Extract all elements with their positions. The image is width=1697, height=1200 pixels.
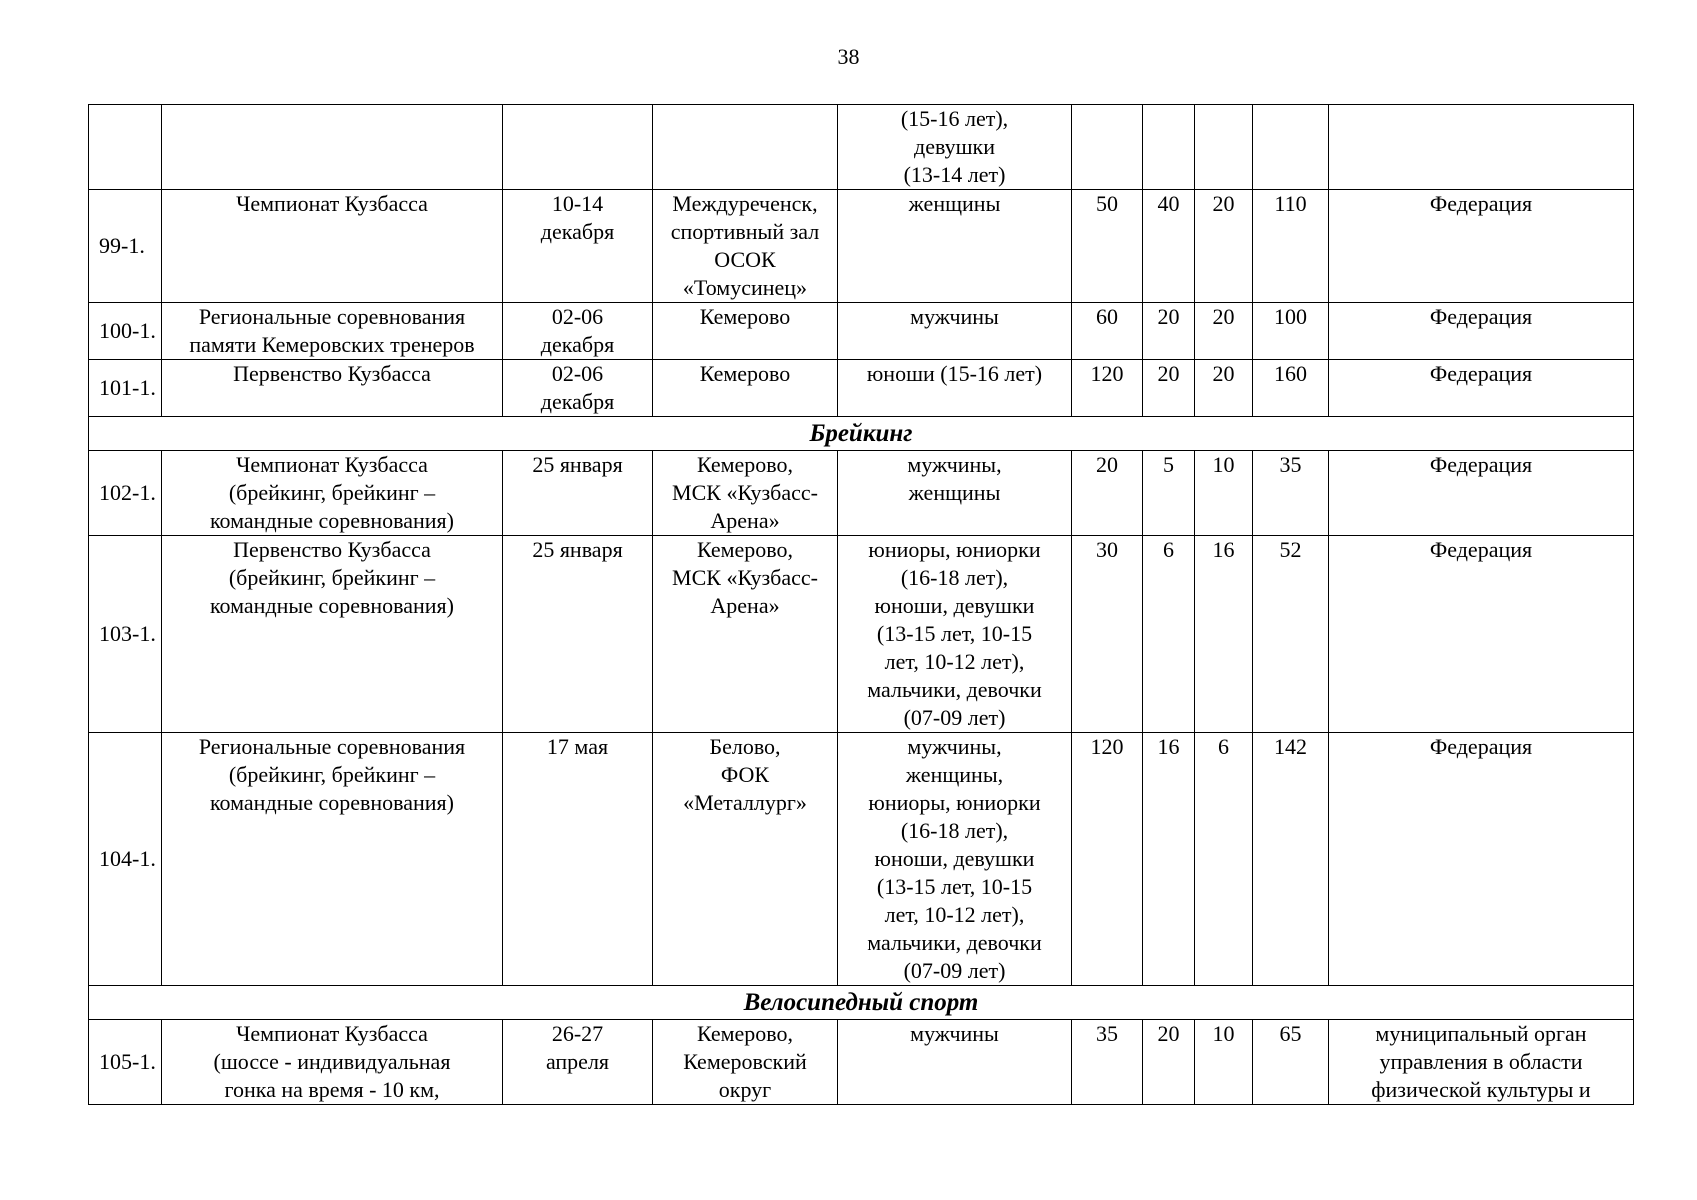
cell-dates: 17 мая bbox=[503, 733, 653, 986]
cell-c2: 20 bbox=[1143, 1020, 1195, 1105]
cell-c2: 20 bbox=[1143, 303, 1195, 360]
cell-num: 100-1. bbox=[89, 303, 162, 360]
cell-place: Кемерово, МСК «Кузбасс- Арена» bbox=[653, 536, 838, 733]
cell-name: Чемпионат Кузбасса bbox=[162, 190, 503, 303]
cell-place: Кемерово, Кемеровский округ bbox=[653, 1020, 838, 1105]
cell-participants: юноши (15-16 лет) bbox=[838, 360, 1072, 417]
cell-c4: 100 bbox=[1253, 303, 1329, 360]
cell-place: Междуреченск, спортивный зал ОСОК «Томусинец» bbox=[653, 190, 838, 303]
table-row bbox=[89, 733, 1634, 986]
cell-place bbox=[653, 105, 838, 190]
cell-c4 bbox=[1253, 105, 1329, 190]
cell-participants: мужчины bbox=[838, 303, 1072, 360]
cell-place: Белово, ФОК «Металлург» bbox=[653, 733, 838, 986]
cell-org: Федерация bbox=[1329, 451, 1634, 536]
cell-name: Первенство Кузбасса bbox=[162, 360, 503, 417]
cell-c3: 10 bbox=[1195, 1020, 1253, 1105]
cell-org: Федерация bbox=[1329, 733, 1634, 986]
table-row bbox=[89, 360, 1634, 417]
cell-participants: мужчины bbox=[838, 1020, 1072, 1105]
cell-c4: 65 bbox=[1253, 1020, 1329, 1105]
section-title: Велосипедный спорт bbox=[89, 986, 1634, 1020]
cell-c3: 10 bbox=[1195, 451, 1253, 536]
cell-c4: 110 bbox=[1253, 190, 1329, 303]
events-table bbox=[88, 104, 1634, 1105]
cell-num: 101-1. bbox=[89, 360, 162, 417]
section-header-row bbox=[89, 986, 1634, 1020]
cell-participants: мужчины, женщины, юниоры, юниорки (16-18 лет), юноши, девушки (13-15 лет, 10-15 лет, 10-12 лет), мальчики, девочки (07-09 лет) bbox=[838, 733, 1072, 986]
table-row bbox=[89, 1020, 1634, 1105]
cell-c2 bbox=[1143, 105, 1195, 190]
cell-org: Федерация bbox=[1329, 303, 1634, 360]
page-number: 38 bbox=[837, 44, 860, 69]
cell-c4: 142 bbox=[1253, 733, 1329, 986]
cell-c1: 20 bbox=[1072, 451, 1143, 536]
cell-c3: 6 bbox=[1195, 733, 1253, 986]
cell-num: 99-1. bbox=[89, 190, 162, 303]
cell-place: Кемерово bbox=[653, 360, 838, 417]
cell-name: Чемпионат Кузбасса (шоссе - индивидуальная гонка на время - 10 км, bbox=[162, 1020, 503, 1105]
cell-dates: 02-06 декабря bbox=[503, 303, 653, 360]
cell-c1: 30 bbox=[1072, 536, 1143, 733]
cell-c2: 5 bbox=[1143, 451, 1195, 536]
cell-c3: 16 bbox=[1195, 536, 1253, 733]
cell-dates bbox=[503, 105, 653, 190]
section-title: Брейкинг bbox=[89, 417, 1634, 451]
cell-name bbox=[162, 105, 503, 190]
cell-c1: 35 bbox=[1072, 1020, 1143, 1105]
table-row bbox=[89, 105, 1634, 190]
section-header-row bbox=[89, 417, 1634, 451]
cell-name: Первенство Кузбасса (брейкинг, брейкинг – командные соревнования) bbox=[162, 536, 503, 733]
cell-participants: мужчины, женщины bbox=[838, 451, 1072, 536]
cell-dates: 25 января bbox=[503, 451, 653, 536]
cell-dates: 26-27 апреля bbox=[503, 1020, 653, 1105]
cell-num bbox=[89, 105, 162, 190]
cell-c3 bbox=[1195, 105, 1253, 190]
cell-name: Чемпионат Кузбасса (брейкинг, брейкинг – командные соревнования) bbox=[162, 451, 503, 536]
cell-c1: 120 bbox=[1072, 360, 1143, 417]
cell-org bbox=[1329, 105, 1634, 190]
cell-c2: 20 bbox=[1143, 360, 1195, 417]
cell-name: Региональные соревнования (брейкинг, брейкинг – командные соревнования) bbox=[162, 733, 503, 986]
table-row bbox=[89, 303, 1634, 360]
cell-c3: 20 bbox=[1195, 303, 1253, 360]
cell-c1 bbox=[1072, 105, 1143, 190]
cell-participants: женщины bbox=[838, 190, 1072, 303]
cell-c1: 50 bbox=[1072, 190, 1143, 303]
cell-c2: 40 bbox=[1143, 190, 1195, 303]
table-row bbox=[89, 451, 1634, 536]
cell-c4: 52 bbox=[1253, 536, 1329, 733]
cell-c3: 20 bbox=[1195, 190, 1253, 303]
cell-place: Кемерово, МСК «Кузбасс- Арена» bbox=[653, 451, 838, 536]
cell-c4: 35 bbox=[1253, 451, 1329, 536]
cell-org: Федерация bbox=[1329, 536, 1634, 733]
cell-c2: 6 bbox=[1143, 536, 1195, 733]
cell-c1: 60 bbox=[1072, 303, 1143, 360]
cell-c2: 16 bbox=[1143, 733, 1195, 986]
cell-num: 102-1. bbox=[89, 451, 162, 536]
cell-place: Кемерово bbox=[653, 303, 838, 360]
cell-participants: юниоры, юниорки (16-18 лет), юноши, девушки (13-15 лет, 10-15 лет, 10-12 лет), мальчики, девочки (07-09 лет) bbox=[838, 536, 1072, 733]
cell-dates: 25 января bbox=[503, 536, 653, 733]
cell-dates: 02-06 декабря bbox=[503, 360, 653, 417]
cell-org: муниципальный орган управления в области физической культуры и bbox=[1329, 1020, 1634, 1105]
cell-c4: 160 bbox=[1253, 360, 1329, 417]
cell-c1: 120 bbox=[1072, 733, 1143, 986]
cell-num: 104-1. bbox=[89, 733, 162, 986]
table-row bbox=[89, 190, 1634, 303]
cell-num: 105-1. bbox=[89, 1020, 162, 1105]
cell-dates: 10-14 декабря bbox=[503, 190, 653, 303]
cell-name: Региональные соревнования памяти Кемеровских тренеров bbox=[162, 303, 503, 360]
cell-num: 103-1. bbox=[89, 536, 162, 733]
table-row bbox=[89, 536, 1634, 733]
cell-c3: 20 bbox=[1195, 360, 1253, 417]
cell-org: Федерация bbox=[1329, 190, 1634, 303]
cell-org: Федерация bbox=[1329, 360, 1634, 417]
cell-participants: (15-16 лет), девушки (13-14 лет) bbox=[838, 105, 1072, 190]
